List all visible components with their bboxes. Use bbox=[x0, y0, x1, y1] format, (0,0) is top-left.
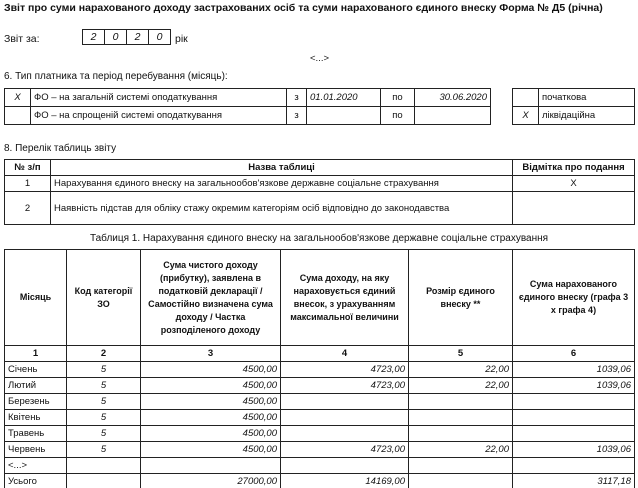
column-header: Назва таблиці bbox=[51, 160, 513, 176]
report-kind-label: початкова bbox=[539, 89, 635, 107]
empty-cell bbox=[513, 458, 635, 474]
year-label: Звіт за: bbox=[4, 33, 40, 45]
period-from-label: з bbox=[287, 89, 307, 107]
report-kind-label: ліквідаційна bbox=[539, 107, 635, 125]
amount-cell bbox=[513, 410, 635, 426]
period-to-date bbox=[415, 107, 491, 125]
table-row bbox=[513, 107, 635, 125]
empty-cell bbox=[67, 474, 141, 488]
submission-mark bbox=[513, 192, 635, 225]
amount-cell bbox=[513, 394, 635, 410]
contribution-table bbox=[4, 249, 635, 488]
year-digit: 2 bbox=[82, 29, 105, 45]
table-row bbox=[5, 176, 635, 192]
year-digit: 2 bbox=[126, 29, 149, 45]
payer-type-label: ФО – на загальній системі оподаткування bbox=[31, 89, 287, 107]
omitted-rows-marker: <...> bbox=[5, 458, 67, 474]
payer-type-table bbox=[4, 88, 491, 125]
income-cell: 4500,00 bbox=[141, 394, 281, 410]
income-cell: 4500,00 bbox=[141, 442, 281, 458]
column-header: Сума чистого доходу (прибутку), заявлена в податковій декларації / Самостійно визначена сума доходу / Частка розподіленого доходу bbox=[141, 250, 281, 346]
total-label: Усього bbox=[5, 474, 67, 488]
rate-cell bbox=[409, 410, 513, 426]
period-from-label: з bbox=[287, 107, 307, 125]
period-from-date: 01.01.2020 bbox=[307, 89, 381, 107]
amount-cell bbox=[513, 426, 635, 442]
category-code-cell: 5 bbox=[67, 378, 141, 394]
report-kind-mark bbox=[513, 89, 539, 107]
income-cell: 4500,00 bbox=[141, 362, 281, 378]
base-cell: 4723,00 bbox=[281, 362, 409, 378]
empty-cell bbox=[409, 474, 513, 488]
table-row bbox=[5, 192, 635, 225]
year-digit: 0 bbox=[148, 29, 171, 45]
empty-cell bbox=[281, 458, 409, 474]
base-cell: 4723,00 bbox=[281, 442, 409, 458]
amount-cell: 1039,06 bbox=[513, 378, 635, 394]
column-number-row bbox=[5, 346, 635, 362]
column-header: Сума нарахованого єдиного внеску (графа 3 х графа 4) bbox=[513, 250, 635, 346]
column-header: Розмір єдиного внеску ** bbox=[409, 250, 513, 346]
table-row bbox=[5, 426, 635, 442]
year-digits bbox=[82, 29, 171, 45]
month-cell: Березень bbox=[5, 394, 67, 410]
form-title: Звіт про суми нарахованого доходу застрахованих осіб та суми нарахованого єдиного внеску Форма № Д5 (річна) bbox=[4, 2, 603, 14]
category-code-cell: 5 bbox=[67, 410, 141, 426]
payer-type-label: ФО – на спрощеній системі оподаткування bbox=[31, 107, 287, 125]
period-to-date: 30.06.2020 bbox=[415, 89, 491, 107]
table-row bbox=[513, 89, 635, 107]
total-row bbox=[5, 474, 635, 488]
table-row bbox=[5, 378, 635, 394]
column-number: 1 bbox=[5, 346, 67, 362]
month-cell: Квітень bbox=[5, 410, 67, 426]
income-cell: 4500,00 bbox=[141, 378, 281, 394]
empty-cell bbox=[409, 458, 513, 474]
base-cell bbox=[281, 394, 409, 410]
total-amount: 3117,18 bbox=[513, 474, 635, 488]
omitted-rows-row bbox=[5, 458, 635, 474]
rate-cell bbox=[409, 394, 513, 410]
payer-type-mark bbox=[5, 107, 31, 125]
rate-cell: 22,00 bbox=[409, 378, 513, 394]
column-number: 3 bbox=[141, 346, 281, 362]
year-suffix: рік bbox=[175, 33, 188, 45]
section-8-heading: 8. Перелік таблиць звіту bbox=[4, 143, 117, 154]
month-cell: Лютий bbox=[5, 378, 67, 394]
column-header: № з/п bbox=[5, 160, 51, 176]
omitted-content-marker: <...> bbox=[310, 53, 330, 64]
table-header-row bbox=[5, 250, 635, 346]
category-code-cell: 5 bbox=[67, 442, 141, 458]
income-cell: 4500,00 bbox=[141, 426, 281, 442]
table-row bbox=[5, 107, 491, 125]
section-6-heading: 6. Тип платника та період перебування (місяць): bbox=[4, 71, 228, 82]
amount-cell: 1039,06 bbox=[513, 442, 635, 458]
month-cell: Січень bbox=[5, 362, 67, 378]
category-code-cell: 5 bbox=[67, 394, 141, 410]
column-header: Код категорії ЗО bbox=[67, 250, 141, 346]
period-to-label: по bbox=[381, 107, 415, 125]
payer-type-mark: X bbox=[5, 89, 31, 107]
column-header: Місяць bbox=[5, 250, 67, 346]
submission-mark: X bbox=[513, 176, 635, 192]
column-header: Відмітка про подання bbox=[513, 160, 635, 176]
table-header-row bbox=[5, 160, 635, 176]
period-from-date bbox=[307, 107, 381, 125]
total-base: 14169,00 bbox=[281, 474, 409, 488]
report-kind-table bbox=[512, 88, 635, 125]
base-cell bbox=[281, 410, 409, 426]
row-number: 2 bbox=[5, 192, 51, 225]
total-income: 27000,00 bbox=[141, 474, 281, 488]
row-number: 1 bbox=[5, 176, 51, 192]
month-cell: Травень bbox=[5, 426, 67, 442]
table-row bbox=[5, 394, 635, 410]
column-number: 6 bbox=[513, 346, 635, 362]
report-tables-list bbox=[4, 159, 635, 225]
column-number: 5 bbox=[409, 346, 513, 362]
column-header: Сума доходу, на яку нараховується єдиний внесок, з урахуванням максимальної величини bbox=[281, 250, 409, 346]
month-cell: Червень bbox=[5, 442, 67, 458]
base-cell: 4723,00 bbox=[281, 378, 409, 394]
table-row bbox=[5, 362, 635, 378]
empty-cell bbox=[67, 458, 141, 474]
table-row bbox=[5, 410, 635, 426]
table-row bbox=[5, 442, 635, 458]
table-1-caption: Таблиця 1. Нарахування єдиного внеску на загальнообов'язкове державне соціальне страхування bbox=[89, 233, 549, 244]
rate-cell: 22,00 bbox=[409, 362, 513, 378]
rate-cell bbox=[409, 426, 513, 442]
period-to-label: по bbox=[381, 89, 415, 107]
amount-cell: 1039,06 bbox=[513, 362, 635, 378]
table-name: Нарахування єдиного внеску на загальнообов'язкове державне соціальне страхування bbox=[51, 176, 513, 192]
column-number: 4 bbox=[281, 346, 409, 362]
income-cell: 4500,00 bbox=[141, 410, 281, 426]
table-name: Наявність підстав для обліку стажу окремим категоріям осіб відповідно до законодавства bbox=[51, 192, 513, 225]
table-row bbox=[5, 89, 491, 107]
category-code-cell: 5 bbox=[67, 426, 141, 442]
report-kind-mark: X bbox=[513, 107, 539, 125]
rate-cell: 22,00 bbox=[409, 442, 513, 458]
year-digit: 0 bbox=[104, 29, 127, 45]
column-number: 2 bbox=[67, 346, 141, 362]
category-code-cell: 5 bbox=[67, 362, 141, 378]
empty-cell bbox=[141, 458, 281, 474]
base-cell bbox=[281, 426, 409, 442]
